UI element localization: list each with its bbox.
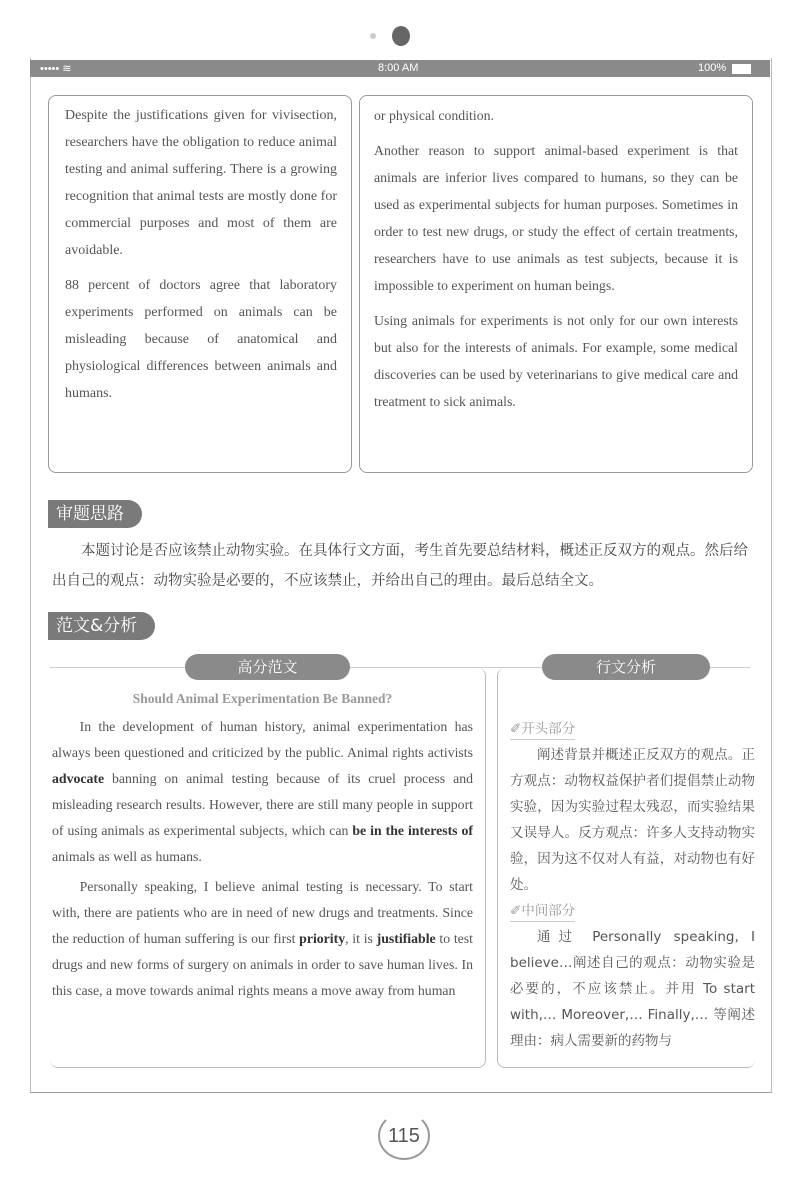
analysis-paragraph: 阐述背景并概述正反双方的观点。正方观点：动物权益保护者们提倡禁止动物实验，因为实验过程太残忍，而实验结果又误导人。反方观点：许多人支持动物实验，因为这不仅对人有益，对动物也有好处。 (510, 747, 755, 893)
text-segment: to test drugs and new forms of surgery on animals in order to save human lives. In this case, a move towards animal rights means a move away from human (52, 931, 473, 998)
paragraph: Despite the justifications given for vivisection, researchers have the obligation to reduce animal testing and animal suffering. There is a growing recognition that animal tests are mostly done for commercial purposes and most of them are avoidable. (65, 108, 337, 258)
text-segment: animals as well as humans. (52, 849, 202, 864)
label-opening: ✐开头部分 (510, 719, 575, 740)
status-time: 8:00 AM (378, 62, 419, 74)
paragraph: or physical condition. (374, 108, 494, 123)
key-phrase: priority (299, 931, 346, 946)
battery-percent: 100% (698, 62, 727, 74)
sample-essay (50, 668, 486, 1068)
essay-paragraph (52, 874, 473, 1004)
essay-paragraph (52, 714, 473, 870)
header-sample-essay: 高分范文 (185, 654, 350, 680)
section-title-analysis: 审题思路 (48, 500, 142, 528)
card-right (359, 95, 753, 473)
camera (392, 26, 410, 46)
status-bar (30, 60, 770, 77)
label-body: ✐中间部分 (510, 901, 575, 922)
paragraph: Another reason to support animal-based experiment is that animals are inferior lives compared to humans, so they can be used as experimental subjects for human purposes. Sometimes in order to test new drugs, or study the effect of certain treatments, researchers have to use animals as test subjects, because it is impossible to experiment on human beings. (374, 143, 738, 293)
key-phrase: advocate (52, 771, 105, 786)
analysis-paragraph: 通过 Personally speaking, I believe…阐述自己的观点：动物实验是必要的，不应该禁止。并用 To start with,… Moreover,… Finally,… 等阐述理由：病人需要新的药物与 (510, 929, 755, 1049)
paragraph: Using animals for experiments is not only for our own interests but also for the interests of animals. For example, some medical discoveries can be used by veterinarians to give medical care and treatment to sick animals. (374, 313, 738, 409)
card-left (48, 95, 352, 473)
text-segment: , it is (345, 931, 377, 946)
battery-icon (732, 64, 751, 74)
section-title-sample: 范文&分析 (48, 612, 155, 640)
text-segment: Personally speaking, I believe animal testing is necessary. To start with, there are patients who are in need of new drugs and treatments. Since the reduction of human suffering is our first (52, 879, 473, 946)
text-segment: banning on animal testing because of its cruel process and misleading research results. However, there are still many people in support of using animals as experimental subjects, which can (52, 771, 473, 838)
camera-sensor (370, 33, 376, 39)
paragraph: 88 percent of doctors agree that laboratory experiments performed on animals can be misleading because of anatomical and physiological differences between animals and humans. (65, 278, 337, 401)
page-number: 115 (378, 1112, 430, 1160)
key-phrase: justifiable (376, 931, 436, 946)
header-writing-analysis: 行文分析 (542, 654, 710, 680)
signal-wifi-icon: ••••• ≋ (40, 63, 72, 75)
text-segment: In the development of human history, animal experimentation has always been questioned and criticized by the public. Animal rights activists (52, 719, 473, 760)
analysis-text: 本题讨论是否应该禁止动物实验。在具体行文方面，考生首先要总结材料，概述正反双方的观点。然后给出自己的观点：动物实验是必要的，不应该禁止，并给出自己的理由。最后总结全文。 (52, 543, 748, 589)
essay-title: Should Animal Experimentation Be Banned? (132, 691, 393, 706)
key-phrase: be in the interests of (352, 823, 473, 838)
writing-analysis (497, 668, 755, 1068)
